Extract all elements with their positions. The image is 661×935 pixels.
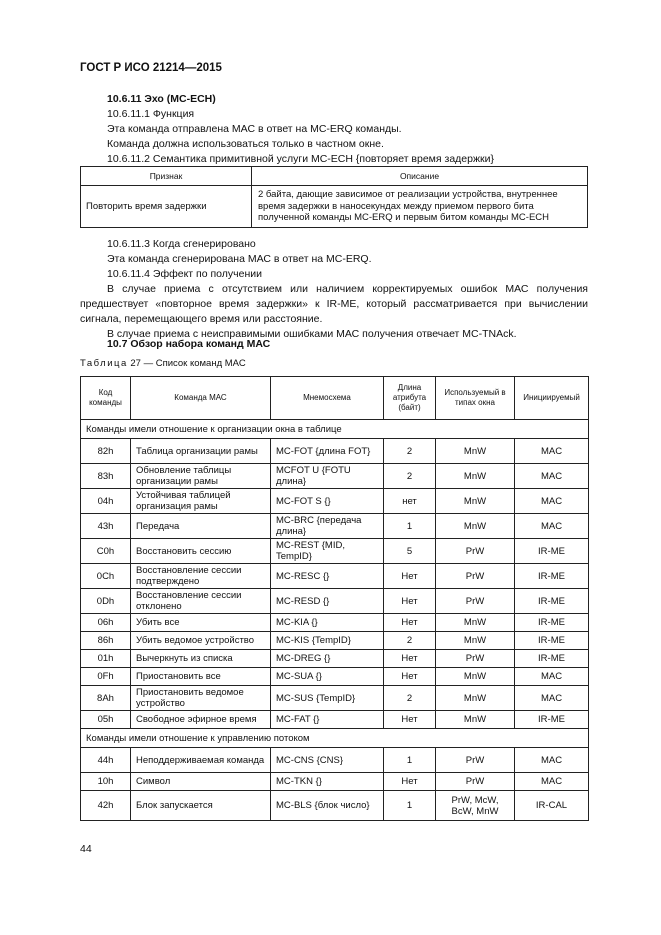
cell-mnem: MC-SUA {} — [271, 668, 384, 686]
section-title — [80, 337, 588, 352]
column-header: Длина атрибута (байт) — [384, 377, 436, 420]
cell-init: MAC — [515, 514, 589, 539]
cell-code: 0Ch — [81, 564, 131, 589]
cell-init: IR-CAL — [515, 791, 589, 821]
column-header: Инициируемый — [515, 377, 589, 420]
cell-len: Нет — [384, 589, 436, 614]
cell-win: MnW — [436, 686, 515, 711]
cell-win: MnW — [436, 489, 515, 514]
cell-win: PrW, McW, BcW, MnW — [436, 791, 515, 821]
cell-code: 06h — [81, 614, 131, 632]
paragraph: Эта команда отправлена МАС в ответ на MC-ERQ команды. — [107, 123, 402, 135]
table-row — [81, 748, 589, 773]
cell-len: 1 — [384, 791, 436, 821]
cell-mnem: MC-RESC {} — [271, 564, 384, 589]
cell-code: 05h — [81, 711, 131, 729]
cell-init: MAC — [515, 686, 589, 711]
cell-len: Нет — [384, 650, 436, 668]
cell-init: MAC — [515, 464, 589, 489]
cell-win: PrW — [436, 773, 515, 791]
cell-mnem: MC-REST {MID, TempID} — [271, 539, 384, 564]
cell-win: MnW — [436, 464, 515, 489]
cell-code: 0Fh — [81, 668, 131, 686]
cell-len: Нет — [384, 668, 436, 686]
page-number: 44 — [80, 843, 92, 855]
group-heading: Команды имели отношение к управлению потоком — [81, 729, 589, 748]
cell-init: MAC — [515, 773, 589, 791]
cell-win: MnW — [436, 614, 515, 632]
paragraph: В случае приема с отсутствием или наличием корректируемых ошибок МАС получения предшествует «повторное время задержки» к IR-ME, который рассматривается при вычислении сигнала, перемещающего время или расстояние. — [80, 283, 588, 325]
cell-mnem: MC-KIS {TempID} — [271, 632, 384, 650]
cell-cmd: Убить все — [131, 614, 271, 632]
cell-len: 2 — [384, 686, 436, 711]
paragraph: 10.6.11.1 Функция — [107, 108, 195, 120]
table-row — [81, 773, 589, 791]
column-header: Признак — [81, 167, 252, 186]
cell-code: 04h — [81, 489, 131, 514]
cell-cmd: Обновление таблицы организации рамы — [131, 464, 271, 489]
cell-len: 2 — [384, 632, 436, 650]
column-header: Команда МАС — [131, 377, 271, 420]
caption-prefix: Таблица — [80, 358, 128, 369]
cell-mnem: MC-KIA {} — [271, 614, 384, 632]
cell-code: 8Ah — [81, 686, 131, 711]
cell-cmd: Восстановление сессии подтверждено — [131, 564, 271, 589]
cell-len: 2 — [384, 464, 436, 489]
group-row — [81, 729, 589, 748]
cell-cmd: Вычеркнуть из списка — [131, 650, 271, 668]
cell-init: MAC — [515, 748, 589, 773]
section-echo — [80, 92, 588, 167]
table-row — [81, 464, 589, 489]
cell-win: PrW — [436, 564, 515, 589]
cell-code: C0h — [81, 539, 131, 564]
paragraph: 10.6.11.3 Когда сгенерировано — [107, 238, 256, 250]
cell-win: MnW — [436, 439, 515, 464]
cell-win: MnW — [436, 632, 515, 650]
cell-init: IR-ME — [515, 650, 589, 668]
section-generated — [80, 237, 588, 342]
cell-mnem: MC-FOT S {} — [271, 489, 384, 514]
cell-win: PrW — [436, 650, 515, 668]
cell-win: MnW — [436, 514, 515, 539]
table-row — [81, 650, 589, 668]
cell-init: IR-ME — [515, 711, 589, 729]
cell-len: 5 — [384, 539, 436, 564]
table-row — [81, 614, 589, 632]
cell-cmd: Символ — [131, 773, 271, 791]
paragraph: Команда должна использоваться только в частном окне. — [107, 138, 384, 150]
cell-init: MAC — [515, 489, 589, 514]
cell-cmd: Приостановить все — [131, 668, 271, 686]
table-body — [81, 420, 589, 821]
table-row — [81, 632, 589, 650]
table-row — [81, 791, 589, 821]
table-row — [81, 564, 589, 589]
table-row — [81, 539, 589, 564]
table-caption — [80, 358, 246, 369]
cell-len: Нет — [384, 711, 436, 729]
cell-len: 1 — [384, 748, 436, 773]
cell-cmd: Передача — [131, 514, 271, 539]
cell-cmd: Убить ведомое устройство — [131, 632, 271, 650]
semantics-table — [80, 166, 588, 228]
table-cell: 2 байта, дающие зависимое от реализации устройства, внутреннее время задержки в наносекундах между приемом первого бита полученной команды MC-ERQ и первым битом команды MC-ECH — [252, 186, 588, 228]
cell-mnem: MC-FAT {} — [271, 711, 384, 729]
table-row — [81, 686, 589, 711]
cell-init: IR-ME — [515, 539, 589, 564]
cell-init: MAC — [515, 439, 589, 464]
header-row — [81, 377, 589, 420]
table-row — [81, 668, 589, 686]
cell-cmd: Приостановить ведомое устройство — [131, 686, 271, 711]
cell-win: MnW — [436, 711, 515, 729]
cell-code: 10h — [81, 773, 131, 791]
cell-code: 82h — [81, 439, 131, 464]
cell-cmd: Восстановление сессии отклонено — [131, 589, 271, 614]
cell-init: IR-ME — [515, 564, 589, 589]
cell-len: Нет — [384, 614, 436, 632]
cell-code: 42h — [81, 791, 131, 821]
mac-commands-table — [80, 376, 589, 821]
cell-cmd: Восстановить сессию — [131, 539, 271, 564]
cell-code: 0Dh — [81, 589, 131, 614]
cell-win: MnW — [436, 668, 515, 686]
cell-mnem: MCFOT U {FOTU длина} — [271, 464, 384, 489]
caption-text: 27 — Список команд МАС — [127, 358, 246, 369]
cell-mnem: MC-BLS {блок число} — [271, 791, 384, 821]
table-row — [81, 514, 589, 539]
cell-init: IR-ME — [515, 614, 589, 632]
cell-mnem: MC-BRC {передача длина} — [271, 514, 384, 539]
group-row — [81, 420, 589, 439]
cell-mnem: MC-TKN {} — [271, 773, 384, 791]
column-header: Используемый в типах окна — [436, 377, 515, 420]
table-cell: Повторить время задержки — [81, 186, 252, 228]
cell-code: 43h — [81, 514, 131, 539]
paragraph: 10.6.11.2 Семантика примитивной услуги MC-ECH {повторяет время задержки} — [107, 153, 494, 165]
cell-mnem: MC-SUS {TempID} — [271, 686, 384, 711]
cell-init: MAC — [515, 668, 589, 686]
cell-mnem: MC-CNS {CNS} — [271, 748, 384, 773]
cell-len: Нет — [384, 773, 436, 791]
cell-mnem: MC-DREG {} — [271, 650, 384, 668]
group-heading: Команды имели отношение к организации окна в таблице — [81, 420, 589, 439]
cell-len: Нет — [384, 564, 436, 589]
paragraph: Эта команда сгенерирована МАС в ответ на MC-ERQ. — [107, 253, 372, 265]
column-header: Описание — [252, 167, 588, 186]
cell-cmd: Неподдерживаемая команда — [131, 748, 271, 773]
cell-code: 83h — [81, 464, 131, 489]
table-row — [81, 489, 589, 514]
cell-len: нет — [384, 489, 436, 514]
cell-code: 86h — [81, 632, 131, 650]
cell-cmd: Устойчивая таблицей организация рамы — [131, 489, 271, 514]
cell-cmd: Свободное эфирное время — [131, 711, 271, 729]
paragraph: 10.6.11.4 Эффект по получении — [107, 268, 262, 280]
cell-cmd: Блок запускается — [131, 791, 271, 821]
section-title: 10.6.11 Эхо (MC-ECH) — [107, 93, 216, 105]
cell-code: 01h — [81, 650, 131, 668]
table-row — [81, 439, 589, 464]
cell-len: 1 — [384, 514, 436, 539]
paragraph: В случае приема с неисправимыми ошибками МАС получения отвечает MC-TNAck. — [107, 328, 517, 340]
column-header: Код команды — [81, 377, 131, 420]
cell-code: 44h — [81, 748, 131, 773]
document-header: ГОСТ Р ИСО 21214—2015 — [80, 62, 222, 74]
cell-cmd: Таблица организации рамы — [131, 439, 271, 464]
cell-len: 2 — [384, 439, 436, 464]
section-title: 10.7 Обзор набора команд МАС — [107, 338, 271, 350]
cell-init: IR-ME — [515, 632, 589, 650]
cell-init: IR-ME — [515, 589, 589, 614]
column-header: Мнемосхема — [271, 377, 384, 420]
table-row — [81, 711, 589, 729]
table-row — [81, 589, 589, 614]
cell-win: PrW — [436, 539, 515, 564]
cell-mnem: MC-FOT {длина FOT} — [271, 439, 384, 464]
cell-mnem: MC-RESD {} — [271, 589, 384, 614]
cell-win: PrW — [436, 748, 515, 773]
cell-win: PrW — [436, 589, 515, 614]
